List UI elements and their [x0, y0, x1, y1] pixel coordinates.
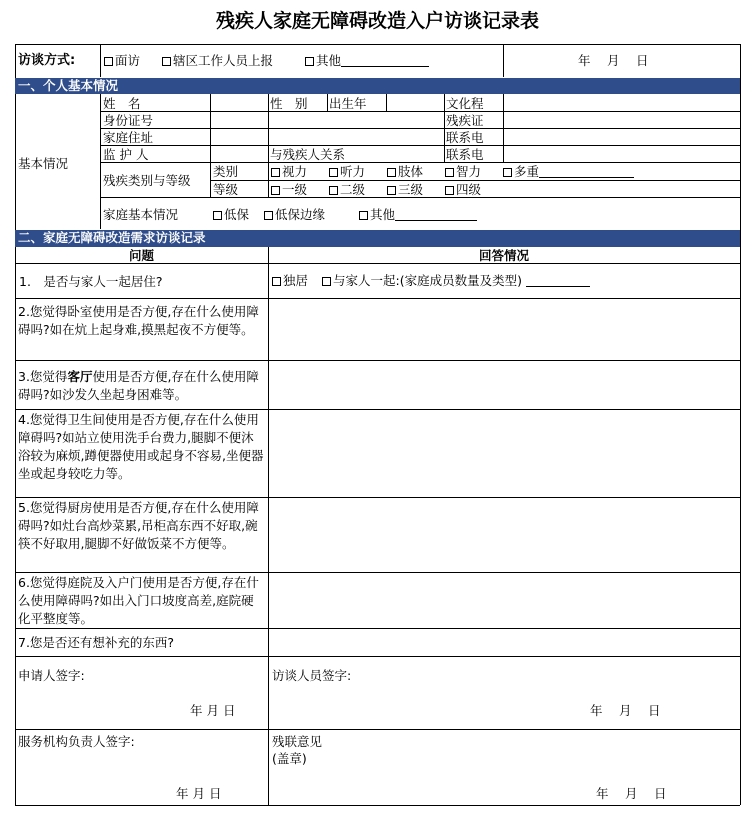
category-option-hearing[interactable]: 听力	[329, 164, 365, 179]
frame-right	[740, 44, 741, 805]
divider	[100, 145, 740, 146]
category-option-intellect[interactable]: 智力	[445, 164, 481, 179]
family-option-edge[interactable]: 低保边缘	[264, 207, 325, 222]
checkbox-icon[interactable]	[387, 168, 396, 177]
visit-label: 访谈方式:	[18, 53, 76, 68]
checkbox-icon[interactable]	[162, 57, 171, 66]
question-5: 5.您觉得厨房使用是否方便,存在什么使用障碍吗?如灶台高炒菜累,吊柜高东西不好取,碗筷不好取用,腿脚不好做饭菜不方便等。	[18, 500, 259, 551]
gender-label: 性 别	[270, 96, 308, 111]
divider	[100, 111, 740, 112]
frame-top	[15, 44, 740, 45]
divider	[100, 128, 740, 129]
name-label: 姓 名	[103, 96, 141, 111]
grade-option-2[interactable]: 二级	[329, 182, 365, 197]
answer-2-area[interactable]	[269, 299, 739, 359]
divider	[268, 162, 269, 197]
col-answer-header: 回答情况	[478, 248, 529, 263]
checkbox-icon[interactable]	[359, 211, 368, 220]
education-label: 文化程	[446, 96, 484, 111]
family-members-blank[interactable]	[526, 275, 590, 287]
divider	[210, 180, 740, 181]
other-blank[interactable]	[341, 55, 429, 67]
question-4: 4.您觉得卫生间使用是否方便,存在什么使用障碍吗?如站立使用洗手台费力,腿脚不便沐浴较为麻烦,蹲便器使用或起身不容易,坐便器坐或起身较吃力等。	[18, 412, 264, 481]
grade-option-3[interactable]: 三级	[387, 182, 423, 197]
checkbox-icon[interactable]	[272, 277, 281, 286]
checkbox-icon[interactable]	[104, 57, 113, 66]
visit-option-other[interactable]: 其他	[305, 53, 429, 68]
federation-opinion-label: 残联意见	[272, 734, 323, 749]
family-other-blank[interactable]	[395, 209, 477, 221]
idcard-label: 身份证号	[103, 113, 154, 128]
applicant-sign-date: 年 月 日	[190, 703, 236, 718]
divider	[503, 44, 504, 77]
checkbox-icon[interactable]	[329, 168, 338, 177]
checkbox-icon[interactable]	[271, 186, 280, 195]
divider	[100, 44, 101, 77]
disability-cert-label: 残疾证	[446, 113, 484, 128]
question-7: 7.您是否还有想补充的东西?	[18, 635, 175, 650]
visit-option-staff[interactable]: 辖区工作人员上报	[162, 53, 273, 68]
category-option-vision[interactable]: 视力	[271, 164, 307, 179]
visit-date: 年 月 日	[578, 53, 649, 68]
category-option-multiple[interactable]: 多重	[503, 164, 634, 179]
multiple-blank[interactable]	[539, 166, 634, 178]
seal-label: (盖章)	[272, 751, 307, 766]
checkbox-icon[interactable]	[329, 186, 338, 195]
checkbox-icon[interactable]	[213, 211, 222, 220]
phone-label: 联系电	[446, 130, 484, 145]
federation-sign-date: 年 月 日	[596, 786, 667, 801]
answer-6-area[interactable]	[269, 573, 739, 627]
answer-1-alone[interactable]: 独居	[272, 273, 308, 288]
grade-label: 等级	[213, 182, 239, 197]
divider	[327, 94, 328, 111]
guardian-phone-label: 联系电	[446, 147, 484, 162]
divider	[15, 263, 740, 264]
form-title: 残疾人家庭无障碍改造入户访谈记录表	[215, 10, 539, 32]
divider	[100, 162, 740, 163]
divider	[444, 94, 445, 162]
divider	[386, 94, 387, 111]
answer-3-area[interactable]	[269, 361, 739, 408]
answer-7-area[interactable]	[269, 629, 739, 655]
checkbox-icon[interactable]	[322, 277, 331, 286]
category-label: 类别	[213, 164, 239, 179]
family-option-other[interactable]: 其他	[359, 207, 477, 222]
family-basic-label: 家庭基本情况	[103, 207, 179, 222]
checkbox-icon[interactable]	[503, 168, 512, 177]
checkbox-icon[interactable]	[305, 57, 314, 66]
divider	[210, 94, 211, 197]
checkbox-icon[interactable]	[445, 168, 454, 177]
answer-5-area[interactable]	[269, 498, 739, 571]
divider	[503, 94, 504, 162]
col-question-header: 问题	[128, 248, 154, 263]
visit-option-face[interactable]: 面访	[104, 53, 140, 68]
address-label: 家庭住址	[103, 130, 154, 145]
section-personal-heading: 一、个人基本情况	[15, 78, 740, 94]
service-head-sign-date: 年 月 日	[176, 786, 222, 801]
checkbox-icon[interactable]	[271, 168, 280, 177]
grade-option-1[interactable]: 一级	[271, 182, 307, 197]
category-option-limb[interactable]: 肢体	[387, 164, 423, 179]
frame-bottom	[15, 805, 740, 806]
section-needs-heading: 二、家庭无障碍改造需求访谈记录	[15, 230, 740, 247]
answer-4-area[interactable]	[269, 410, 739, 496]
divider	[100, 197, 740, 198]
basic-info-label: 基本情况	[18, 156, 69, 171]
question-1: 1. 是否与家人一起居住?	[19, 274, 163, 289]
interviewer-signature-label: 访谈人员签字:	[272, 668, 352, 683]
question-3: 3.您觉得客厅使用是否方便,存在什么使用障碍吗?如沙发久坐起身困难等。	[18, 369, 259, 402]
question-6: 6.您觉得庭院及入户门使用是否方便,存在什么使用障碍吗?如出入门口坡度高差,庭院硬化平整度等。	[18, 575, 259, 626]
divider	[15, 729, 740, 730]
relation-label: 与残疾人关系	[270, 147, 346, 162]
checkbox-icon[interactable]	[387, 186, 396, 195]
answer-1-family[interactable]: 与家人一起:(家庭成员数量及类型)	[322, 273, 590, 288]
divider	[268, 94, 269, 162]
question-2: 2.您觉得卧室使用是否方便,存在什么使用障碍吗?如在炕上起身难,摸黑起夜不方便等。	[18, 304, 259, 337]
checkbox-icon[interactable]	[264, 211, 273, 220]
guardian-label: 监 护 人	[103, 147, 149, 162]
divider	[15, 656, 740, 657]
frame-left	[15, 44, 16, 805]
applicant-signature-label: 申请人签字:	[18, 668, 85, 683]
family-option-dibao[interactable]: 低保	[213, 207, 249, 222]
service-head-signature-label: 服务机构负责人签字:	[18, 734, 135, 749]
birth-label: 出生年	[329, 96, 367, 111]
interviewer-sign-date: 年 月 日	[590, 703, 661, 718]
grade-option-4[interactable]: 四级	[445, 182, 481, 197]
checkbox-icon[interactable]	[445, 186, 454, 195]
category-grade-label: 残疾类别与等级	[103, 173, 191, 188]
